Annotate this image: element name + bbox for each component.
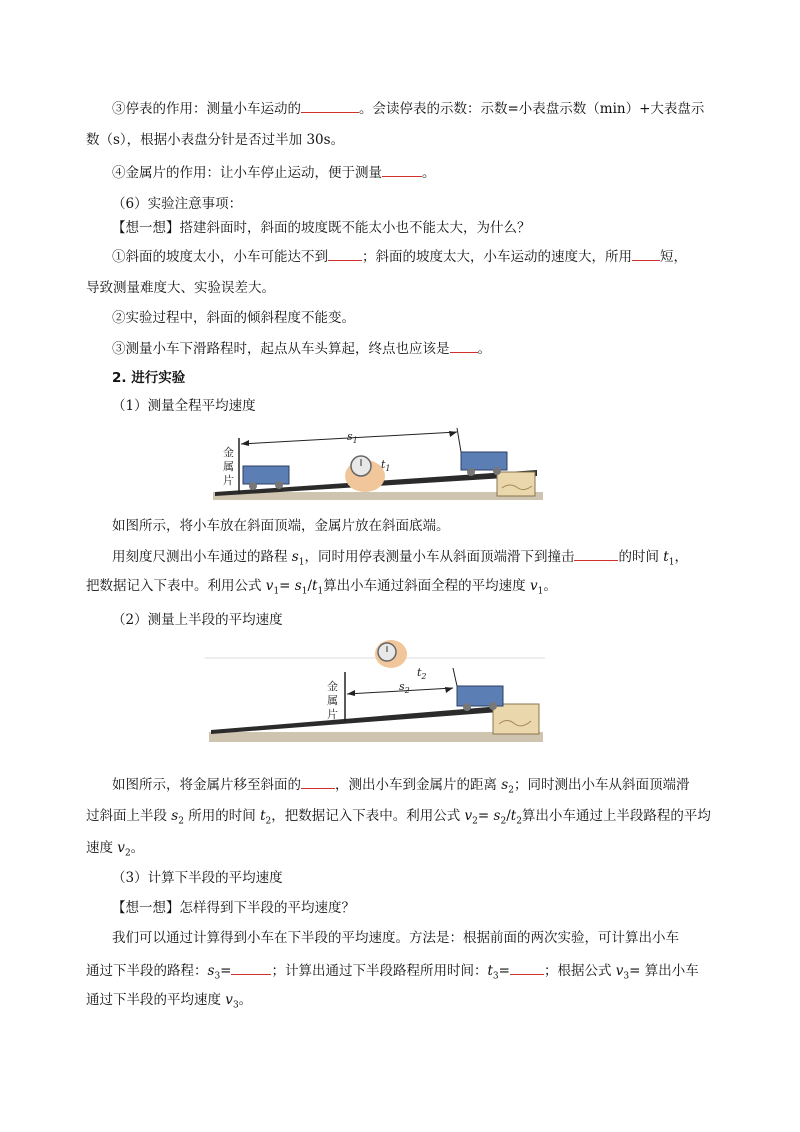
fill-blank xyxy=(510,960,544,975)
var-v: v xyxy=(529,578,538,594)
cart-top xyxy=(461,452,507,470)
paragraph-formula-v1 xyxy=(86,576,557,602)
paragraph-s3-t3 xyxy=(86,960,699,987)
text: 速度 xyxy=(86,840,118,856)
paragraph-note-2 xyxy=(112,308,355,328)
text: = 算出小车 xyxy=(629,963,699,979)
cart-start xyxy=(243,466,289,484)
metal-label-2: 属 xyxy=(327,694,338,707)
subheading-lower-half xyxy=(112,868,283,888)
paragraph-formula-v2 xyxy=(86,806,711,832)
text: 把数据记入下表中。利用公式 xyxy=(86,578,266,594)
incline-board xyxy=(211,704,525,734)
heading-experiment xyxy=(112,368,185,388)
text: 用刻度尺测出小车通过的路程 xyxy=(112,549,292,565)
paragraph-stopwatch-role xyxy=(112,98,704,119)
text: 过斜面上半段 xyxy=(86,808,172,824)
sub: 2 xyxy=(508,785,514,796)
metal-label-3: 片 xyxy=(223,474,234,487)
text: / xyxy=(506,808,511,824)
fill-blank xyxy=(632,246,660,261)
cart-flag xyxy=(457,428,461,452)
paragraph-note-3 xyxy=(112,338,491,359)
text: ，把数据记入下表中。利用公式 xyxy=(271,808,465,824)
sub: 2 xyxy=(265,816,272,827)
text: = xyxy=(279,578,295,594)
cart-wheel xyxy=(249,482,257,490)
var-s: s xyxy=(207,963,215,979)
var-s: s xyxy=(294,578,302,594)
cart-wheel xyxy=(489,702,497,710)
text: ③测量小车下滑路程时，起点从车头算起，终点也应该是 xyxy=(112,341,450,357)
var-v: v xyxy=(117,840,125,856)
cart-wheel xyxy=(463,703,471,711)
support-block xyxy=(493,704,539,734)
var-s: s xyxy=(501,777,509,793)
text: = xyxy=(220,963,232,979)
text: = xyxy=(498,963,510,979)
text: ，同时用停表测量小车从斜面顶端滑下到撞击 xyxy=(304,549,575,565)
text: ③停表的作用：测量小车运动的 xyxy=(112,101,301,117)
sub: 1 xyxy=(298,557,305,568)
var-s: s xyxy=(291,549,299,565)
t2-label: $t_2$ xyxy=(417,666,427,681)
paragraph-v2-end xyxy=(86,838,144,864)
cart-wheel xyxy=(275,481,283,489)
var-t: t xyxy=(312,578,318,594)
s2-label: $s_2$ xyxy=(399,680,410,695)
var-t: t xyxy=(663,549,669,565)
text: = xyxy=(477,808,494,824)
metal-label-1: 金 xyxy=(327,680,338,693)
text: 算出小车通过上半段路程的平均 xyxy=(521,808,711,824)
text: 。 xyxy=(477,341,491,357)
sub: 1 xyxy=(537,586,544,597)
text: ④金属片的作用：让小车停止运动，便于测量 xyxy=(112,165,382,181)
text: 。 xyxy=(238,992,253,1008)
sub: 2 xyxy=(124,848,131,859)
text: 我们可以通过计算得到小车在下半段的平均速度。方法是：根据前面的两次实验，可计算出小车 xyxy=(112,930,679,946)
text: （1）测量全程平均速度 xyxy=(112,398,256,414)
text: 所用的时间 xyxy=(183,808,261,824)
text: ；根据公式 xyxy=(543,963,616,979)
text: ①斜面的坡度太小，小车可能达不到 xyxy=(112,249,328,265)
text: （6）实验注意事项： xyxy=(112,196,243,212)
var-s: s xyxy=(493,808,501,824)
sub: 3 xyxy=(214,971,221,982)
sub: 3 xyxy=(492,971,499,982)
metal-label-2: 属 xyxy=(223,460,234,473)
text: ；斜面的坡度太大，小车运动的速度大，所用 xyxy=(362,249,632,265)
sub: 2 xyxy=(516,816,522,827)
var-v: v xyxy=(265,578,274,594)
var-s: s xyxy=(171,808,179,824)
fill-blank xyxy=(382,162,422,177)
sub: 2 xyxy=(472,816,478,827)
sub: 1 xyxy=(273,586,280,597)
section-notes xyxy=(112,194,242,214)
t1-label: $t_1$ xyxy=(381,458,391,473)
paragraph-stopwatch-reading xyxy=(86,130,344,150)
text: 通过下半段的平均速度 xyxy=(86,992,226,1008)
var-v: v xyxy=(464,808,473,824)
paragraph-method xyxy=(112,928,679,948)
metal-label-3: 片 xyxy=(327,708,338,721)
text: 算出小车通过斜面全程的平均速度 xyxy=(323,578,530,594)
support-block xyxy=(497,472,535,496)
text: （3）计算下半段的平均速度 xyxy=(112,870,283,886)
var-t: t xyxy=(487,963,493,979)
arrow-head-right xyxy=(445,687,453,693)
var-t: t xyxy=(260,808,266,824)
fill-blank xyxy=(574,546,618,561)
sub: 1 xyxy=(668,557,675,568)
text: 短， xyxy=(660,249,687,265)
cart-flag xyxy=(453,668,457,686)
text: 的时间 xyxy=(618,549,664,565)
paragraph-move-metal xyxy=(86,774,689,801)
text: 【想一想】搭建斜面时，斜面的坡度既不能太小也不能太大，为什么？ xyxy=(112,220,531,236)
text: 如图所示，将金属片移至斜面的 xyxy=(112,777,301,793)
var-v: v xyxy=(615,963,624,979)
paragraph-setup xyxy=(86,516,450,536)
fill-blank xyxy=(450,338,478,353)
paragraph-v3-end xyxy=(86,990,252,1016)
s1-label: $s_1$ xyxy=(347,430,358,445)
var-v: v xyxy=(225,992,233,1008)
text: 如图所示，将小车放在斜面顶端，金属片放在斜面底端。 xyxy=(112,518,450,534)
text: ②实验过程中，斜面的倾斜程度不能变。 xyxy=(112,310,355,326)
fill-blank xyxy=(328,246,362,261)
paragraph-think-1 xyxy=(112,218,531,238)
ground xyxy=(213,492,543,500)
text: ， xyxy=(674,549,688,565)
text: ；同时测出小车从斜面顶端滑 xyxy=(513,777,690,793)
text: ，测出小车到金属片的距离 xyxy=(335,777,502,793)
paragraph-slope-reason xyxy=(112,246,687,267)
figure-upper-half xyxy=(205,638,545,742)
arrow-head-right xyxy=(449,431,457,437)
cart-wheel xyxy=(467,468,475,476)
arrow-head-left xyxy=(347,690,355,696)
paragraph-measure-s1 xyxy=(86,546,688,573)
fill-blank xyxy=(301,774,335,789)
figure-full-slope xyxy=(205,426,545,500)
text: （2）测量上半段的平均速度 xyxy=(112,612,283,628)
sub: 1 xyxy=(317,586,324,597)
text: / xyxy=(307,578,313,594)
arrow-head-left xyxy=(241,440,249,446)
cart-top xyxy=(457,686,503,706)
subheading-full-speed xyxy=(112,396,256,416)
fill-blank xyxy=(301,98,359,113)
sub: 1 xyxy=(301,586,308,597)
sub: 3 xyxy=(232,1000,239,1011)
text: ；计算出通过下半段路程所用时间： xyxy=(271,963,488,979)
text: 2. 进行实验 xyxy=(112,370,186,386)
paragraph-metal-role xyxy=(112,162,436,183)
text: 【想一想】怎样得到下半段的平均速度？ xyxy=(112,900,355,916)
text: 导致测量难度大、实验误差大。 xyxy=(86,280,275,296)
subheading-upper-half xyxy=(112,610,283,630)
text: 。 xyxy=(130,840,145,856)
sub: 2 xyxy=(178,816,184,827)
text: 。 xyxy=(422,165,436,181)
text: 。会读停表的示数：示数=小表盘示数（min）+大表盘示 xyxy=(359,101,705,117)
var-t: t xyxy=(510,808,517,824)
metal-label-1: 金 xyxy=(223,446,234,459)
fill-blank xyxy=(231,960,271,975)
text: 数（s），根据小表盘分针是否过半加 30s。 xyxy=(86,132,345,148)
paragraph-think-2 xyxy=(112,898,355,918)
paragraph-slope-reason-cont xyxy=(86,278,275,298)
text: 。 xyxy=(543,578,557,594)
sub: 3 xyxy=(623,971,630,982)
sub: 2 xyxy=(500,816,507,827)
text: 通过下半段的路程： xyxy=(86,963,208,979)
cart-wheel xyxy=(493,467,501,475)
